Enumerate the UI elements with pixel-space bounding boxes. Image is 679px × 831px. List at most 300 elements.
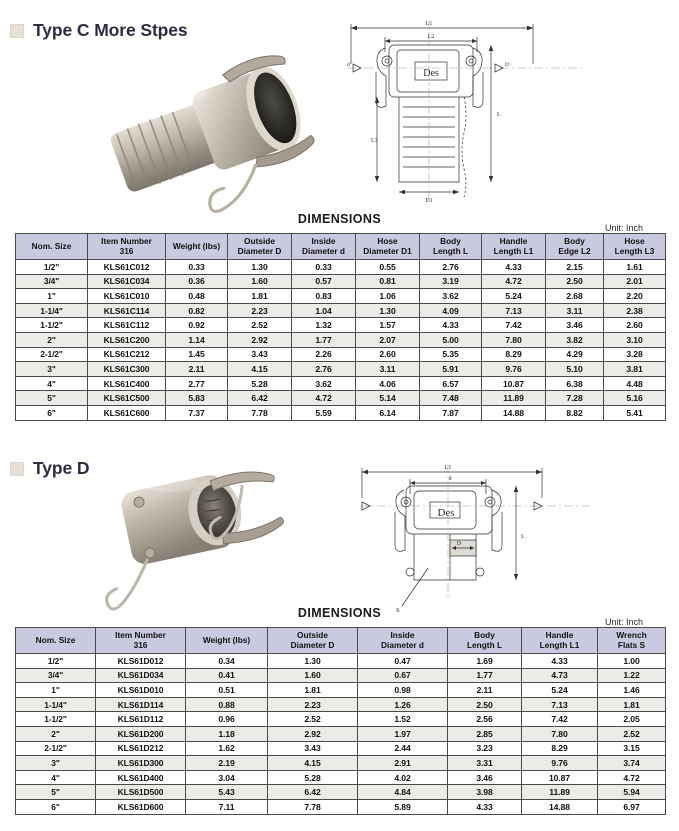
cell-value-5: 6.14 [356,405,420,420]
drawing-label-l-d: L [521,534,525,540]
cell-value-6: 14.88 [522,799,598,814]
cell-value-3: 6.42 [268,785,358,800]
cell-value-4: 4.72 [292,391,356,406]
cell-value-4: 2.44 [358,741,448,756]
cell-value-7: 9.76 [482,362,546,377]
cell-item-number: KLS61C500 [88,391,166,406]
column-header-line: Body [440,236,461,247]
cell-nominal-size: 1" [16,683,96,698]
cell-value-5: 2.85 [448,726,522,741]
column-header-line: Weight (lbs) [172,240,221,251]
cell-value-5: 1.57 [356,318,420,333]
table-row [16,274,666,289]
cell-value-5: 3.23 [448,741,522,756]
column-header-line: Weight (lbs) [202,634,251,645]
drawing-label-d1-c: D1 [425,198,433,204]
cell-value-6: 3.19 [420,274,482,289]
cell-value-6: 5.00 [420,332,482,347]
cell-value-5: 3.98 [448,785,522,800]
cell-value-8: 8.82 [546,405,604,420]
cell-value-9: 2.01 [604,274,666,289]
cell-value-7: 7.42 [482,318,546,333]
cell-value-6: 5.91 [420,362,482,377]
table-row [16,391,666,406]
drawing-label-l3-c: L3 [371,138,378,144]
cell-value-9: 1.61 [604,260,666,275]
cell-value-2: 5.83 [166,391,228,406]
cell-value-3: 3.43 [228,347,292,362]
cell-value-5: 2.11 [448,683,522,698]
column-header-3 [268,628,358,654]
cell-nominal-size: 3/4" [16,274,88,289]
cell-value-5: 2.07 [356,332,420,347]
product-photo-type-d [100,458,340,613]
column-header-2 [166,234,228,260]
cell-value-4: 1.97 [358,726,448,741]
cell-nominal-size: 1-1/4" [16,303,88,318]
table-row [16,654,666,669]
column-header-line: Diameter d [381,639,424,650]
cell-value-9: 3.28 [604,347,666,362]
cell-value-7: 4.72 [482,274,546,289]
cell-nominal-size: 2" [16,726,96,741]
cell-value-2: 0.88 [186,697,268,712]
cell-value-4: 0.83 [292,289,356,304]
cell-value-7: 8.29 [482,347,546,362]
cell-value-9: 5.41 [604,405,666,420]
cell-value-7: 4.72 [598,770,666,785]
cell-value-6: 4.33 [522,654,598,669]
cell-item-number: KLS61C010 [88,289,166,304]
cell-value-4: 2.91 [358,756,448,771]
drawing-label-d-right-c: D [505,62,509,68]
cell-value-8: 3.11 [546,303,604,318]
column-header-1 [96,628,186,654]
cell-value-7: 7.80 [482,332,546,347]
cell-value-6: 4.33 [420,318,482,333]
cell-value-3: 1.81 [228,289,292,304]
table-header-row-c [16,234,666,260]
cell-value-4: 1.32 [292,318,356,333]
cell-value-7: 10.87 [482,376,546,391]
cell-item-number: KLS61C112 [88,318,166,333]
table-row [16,289,666,304]
cell-value-5: 2.60 [356,347,420,362]
cell-value-3: 6.42 [228,391,292,406]
column-header-line: Inside [390,630,415,641]
cell-value-7: 7.13 [482,303,546,318]
unit-label-type-c: Unit: Inch [605,223,644,233]
cell-value-9: 3.81 [604,362,666,377]
cell-nominal-size: 6" [16,799,96,814]
cell-value-3: 5.28 [228,376,292,391]
cell-nominal-size: 1/2" [16,654,96,669]
column-header-4 [292,234,356,260]
column-header-4 [358,628,448,654]
cell-value-4: 1.04 [292,303,356,318]
cell-value-3: 2.92 [268,726,358,741]
table-row [16,376,666,391]
column-header-9 [604,234,666,260]
drawing-label-d-left-c: d [347,62,350,68]
section-title-type-d: Type D [33,458,90,478]
column-header-1 [88,234,166,260]
cell-item-number: KLS61C400 [88,376,166,391]
cell-nominal-size: 1" [16,289,88,304]
cell-nominal-size: 2" [16,332,88,347]
cell-value-8: 2.15 [546,260,604,275]
cell-value-2: 0.96 [186,712,268,727]
table-row [16,683,666,698]
cell-value-7: 2.05 [598,712,666,727]
cell-value-2: 7.37 [166,405,228,420]
cell-value-7: 6.97 [598,799,666,814]
cell-value-3: 2.23 [268,697,358,712]
cell-value-2: 0.51 [186,683,268,698]
table-row [16,756,666,771]
cell-nominal-size: 4" [16,770,96,785]
column-header-line: Body [474,630,495,641]
table-row [16,770,666,785]
cell-item-number: KLS61C300 [88,362,166,377]
column-header-8 [546,234,604,260]
cell-value-5: 0.55 [356,260,420,275]
column-header-0 [16,628,96,654]
cell-value-4: 4.02 [358,770,448,785]
cell-item-number: KLS61D300 [96,756,186,771]
cell-value-2: 1.18 [186,726,268,741]
cell-value-6: 4.73 [522,668,598,683]
cell-value-3: 5.28 [268,770,358,785]
cell-value-3: 7.78 [268,799,358,814]
cell-value-5: 3.11 [356,362,420,377]
cell-item-number: KLS61D010 [96,683,186,698]
cell-nominal-size: 5" [16,391,88,406]
column-header-line: Edge L2 [558,245,591,256]
cell-value-9: 3.10 [604,332,666,347]
cell-value-4: 3.62 [292,376,356,391]
column-header-line: Diameter d [302,245,345,256]
cell-value-9: 4.48 [604,376,666,391]
column-header-line: Item Number [101,236,152,247]
column-header-line: Outside [297,630,328,641]
table-row [16,347,666,362]
cell-value-6: 3.62 [420,289,482,304]
cell-value-2: 2.77 [166,376,228,391]
column-header-line: Length L [466,639,503,650]
cell-value-6: 10.87 [522,770,598,785]
cell-value-5: 1.06 [356,289,420,304]
cell-item-number: KLS61D034 [96,668,186,683]
cell-value-4: 5.89 [358,799,448,814]
column-header-2 [186,628,268,654]
cell-value-4: 4.84 [358,785,448,800]
column-header-7 [598,628,666,654]
heading-bullet-icon [10,462,24,476]
cell-nominal-size: 2-1/2" [16,741,96,756]
camlock-photo-d-art [100,458,340,613]
column-header-7 [482,234,546,260]
cell-nominal-size: 3/4" [16,668,96,683]
cell-value-7: 11.89 [482,391,546,406]
cell-value-9: 2.60 [604,318,666,333]
cell-value-5: 1.77 [448,668,522,683]
cell-value-8: 2.50 [546,274,604,289]
cell-value-8: 7.28 [546,391,604,406]
cell-value-5: 5.14 [356,391,420,406]
cell-value-7: 1.22 [598,668,666,683]
column-header-line: Inside [311,236,336,247]
table-row [16,318,666,333]
table-body-c [16,260,666,421]
cell-value-7: 5.24 [482,289,546,304]
cell-value-6: 4.09 [420,303,482,318]
column-header-line: Flats S [617,639,646,650]
cell-item-number: KLS61D400 [96,770,186,785]
cell-value-5: 2.50 [448,697,522,712]
cell-value-7: 1.00 [598,654,666,669]
column-header-6 [420,234,482,260]
section-title-type-c: Type C More Stpes [33,20,188,40]
section-heading-type-d [10,458,89,479]
cell-value-3: 2.52 [228,318,292,333]
drawing-label-des-c: Des [423,68,439,79]
table-row [16,405,666,420]
cell-value-3: 1.60 [228,274,292,289]
cell-value-3: 7.78 [228,405,292,420]
column-header-line: Diameter D1 [363,245,412,256]
cell-value-5: 2.56 [448,712,522,727]
cell-value-8: 3.82 [546,332,604,347]
column-header-line: Hose [624,236,645,247]
column-header-line: Nom. Size [31,240,72,251]
dimensions-title-type-d: DIMENSIONS [297,606,382,620]
table-row [16,332,666,347]
drawing-label-l1-d: L1 [444,465,452,471]
cell-value-4: 2.76 [292,362,356,377]
cell-nominal-size: 3" [16,756,96,771]
cell-value-3: 1.30 [228,260,292,275]
cell-value-3: 1.60 [268,668,358,683]
cell-item-number: KLS61D012 [96,654,186,669]
cell-value-7: 14.88 [482,405,546,420]
cell-value-2: 2.19 [186,756,268,771]
cell-nominal-size: 1-1/4" [16,697,96,712]
column-header-line: Hose [377,236,398,247]
cell-value-4: 0.33 [292,260,356,275]
technical-drawing-type-d [358,458,608,618]
cell-value-5: 1.69 [448,654,522,669]
table-row [16,260,666,275]
cell-nominal-size: 1-1/2" [16,712,96,727]
cell-item-number: KLS61D500 [96,785,186,800]
cell-value-4: 0.47 [358,654,448,669]
column-header-line: Diameter D [290,639,335,650]
cell-value-8: 4.29 [546,347,604,362]
cell-value-3: 2.92 [228,332,292,347]
cell-value-2: 0.36 [166,274,228,289]
cell-value-2: 0.48 [166,289,228,304]
table-row [16,303,666,318]
cell-value-5: 4.06 [356,376,420,391]
table-body-d [16,654,666,815]
cell-value-6: 7.42 [522,712,598,727]
cell-value-5: 1.30 [356,303,420,318]
column-header-line: Item Number [115,630,166,641]
cell-value-2: 1.14 [166,332,228,347]
cell-value-2: 0.41 [186,668,268,683]
cell-value-8: 3.46 [546,318,604,333]
column-header-line: 316 [133,639,148,650]
cell-value-2: 2.11 [166,362,228,377]
table-row [16,726,666,741]
unit-label-type-d: Unit: Inch [605,617,644,627]
table-row [16,741,666,756]
cell-value-2: 1.45 [166,347,228,362]
cell-value-3: 4.15 [268,756,358,771]
cell-value-2: 0.82 [166,303,228,318]
drawing-label-l1-c: L1 [425,21,433,27]
cell-value-6: 2.76 [420,260,482,275]
cell-value-7: 5.94 [598,785,666,800]
drawing-label-des-d: Des [437,507,455,519]
column-header-0 [16,234,88,260]
cell-value-6: 7.48 [420,391,482,406]
camlock-photo-c-art [92,38,327,218]
cell-item-number: KLS61D112 [96,712,186,727]
column-header-6 [522,628,598,654]
cell-value-2: 0.34 [186,654,268,669]
cell-nominal-size: 4" [16,376,88,391]
cell-value-7: 3.15 [598,741,666,756]
drawing-label-s-d: S [396,607,400,614]
cell-value-6: 7.87 [420,405,482,420]
dimensions-table-type-c [15,233,666,421]
cell-value-5: 3.31 [448,756,522,771]
cell-value-2: 5.43 [186,785,268,800]
cell-value-6: 8.29 [522,741,598,756]
drawing-label-l2-c: L2 [427,34,435,40]
cell-value-3: 4.15 [228,362,292,377]
cell-value-5: 0.81 [356,274,420,289]
cell-value-3: 2.23 [228,303,292,318]
cell-nominal-size: 1/2" [16,260,88,275]
cell-value-4: 5.59 [292,405,356,420]
column-header-line: Wrench [616,630,647,641]
cell-item-number: KLS61D212 [96,741,186,756]
table-header-row-d [16,628,666,654]
cell-value-9: 2.38 [604,303,666,318]
table-row [16,712,666,727]
table-row [16,785,666,800]
cell-item-number: KLS61C114 [88,303,166,318]
cell-value-4: 1.26 [358,697,448,712]
cell-item-number: KLS61C600 [88,405,166,420]
cell-value-6: 7.80 [522,726,598,741]
cell-value-6: 11.89 [522,785,598,800]
cell-value-6: 9.76 [522,756,598,771]
cell-value-4: 0.98 [358,683,448,698]
column-header-line: Handle [499,236,528,247]
cell-value-3: 1.81 [268,683,358,698]
cell-value-3: 2.52 [268,712,358,727]
cell-value-6: 5.24 [522,683,598,698]
column-header-line: Length L1 [493,245,534,256]
cell-item-number: KLS61D114 [96,697,186,712]
cell-nominal-size: 5" [16,785,96,800]
column-header-line: Length L1 [539,639,580,650]
column-header-line: Length L3 [614,245,655,256]
table-row [16,668,666,683]
cell-nominal-size: 3" [16,362,88,377]
cell-item-number: KLS61C034 [88,274,166,289]
cell-nominal-size: 1-1/2" [16,318,88,333]
cell-nominal-size: 2-1/2" [16,347,88,362]
table-row [16,362,666,377]
column-header-line: Diameter D [237,245,282,256]
cell-value-7: 1.81 [598,697,666,712]
cell-value-3: 3.43 [268,741,358,756]
cell-value-4: 1.77 [292,332,356,347]
cell-value-5: 4.33 [448,799,522,814]
column-header-5 [356,234,420,260]
cell-value-2: 0.92 [166,318,228,333]
cell-value-2: 1.62 [186,741,268,756]
cell-value-7: 2.52 [598,726,666,741]
cell-value-2: 0.33 [166,260,228,275]
column-header-line: Body [564,236,585,247]
column-header-line: Length L [432,245,469,256]
cell-value-7: 3.74 [598,756,666,771]
cell-value-3: 1.30 [268,654,358,669]
cell-value-2: 3.04 [186,770,268,785]
cell-value-8: 6.38 [546,376,604,391]
cell-item-number: KLS61C012 [88,260,166,275]
table-row [16,799,666,814]
cell-nominal-size: 6" [16,405,88,420]
cell-value-4: 0.57 [292,274,356,289]
cell-value-9: 2.20 [604,289,666,304]
cell-value-7: 1.46 [598,683,666,698]
cell-value-6: 7.13 [522,697,598,712]
cell-value-6: 5.35 [420,347,482,362]
cell-item-number: KLS61D200 [96,726,186,741]
technical-drawing-type-c [345,12,600,208]
heading-bullet-icon [10,24,24,38]
product-photo-type-c [92,38,327,218]
cell-value-8: 2.68 [546,289,604,304]
table-row [16,697,666,712]
column-header-line: Nom. Size [35,634,76,645]
drawing-label-l-c: L [497,112,501,118]
dimensions-title-type-c: DIMENSIONS [297,212,382,226]
cell-value-8: 5.10 [546,362,604,377]
column-header-5 [448,628,522,654]
cell-value-7: 4.33 [482,260,546,275]
cell-value-4: 1.52 [358,712,448,727]
cell-item-number: KLS61C200 [88,332,166,347]
dimensions-table-type-d [15,627,666,815]
cell-item-number: KLS61C212 [88,347,166,362]
cell-value-2: 7.11 [186,799,268,814]
cell-value-4: 2.26 [292,347,356,362]
cell-value-5: 3.46 [448,770,522,785]
column-header-line: Handle [545,630,574,641]
drawing-label-d-inner-d: d [448,476,452,482]
drawing-label-d-bore-d: D [456,541,462,547]
cell-value-4: 0.67 [358,668,448,683]
column-header-line: 316 [119,245,134,256]
